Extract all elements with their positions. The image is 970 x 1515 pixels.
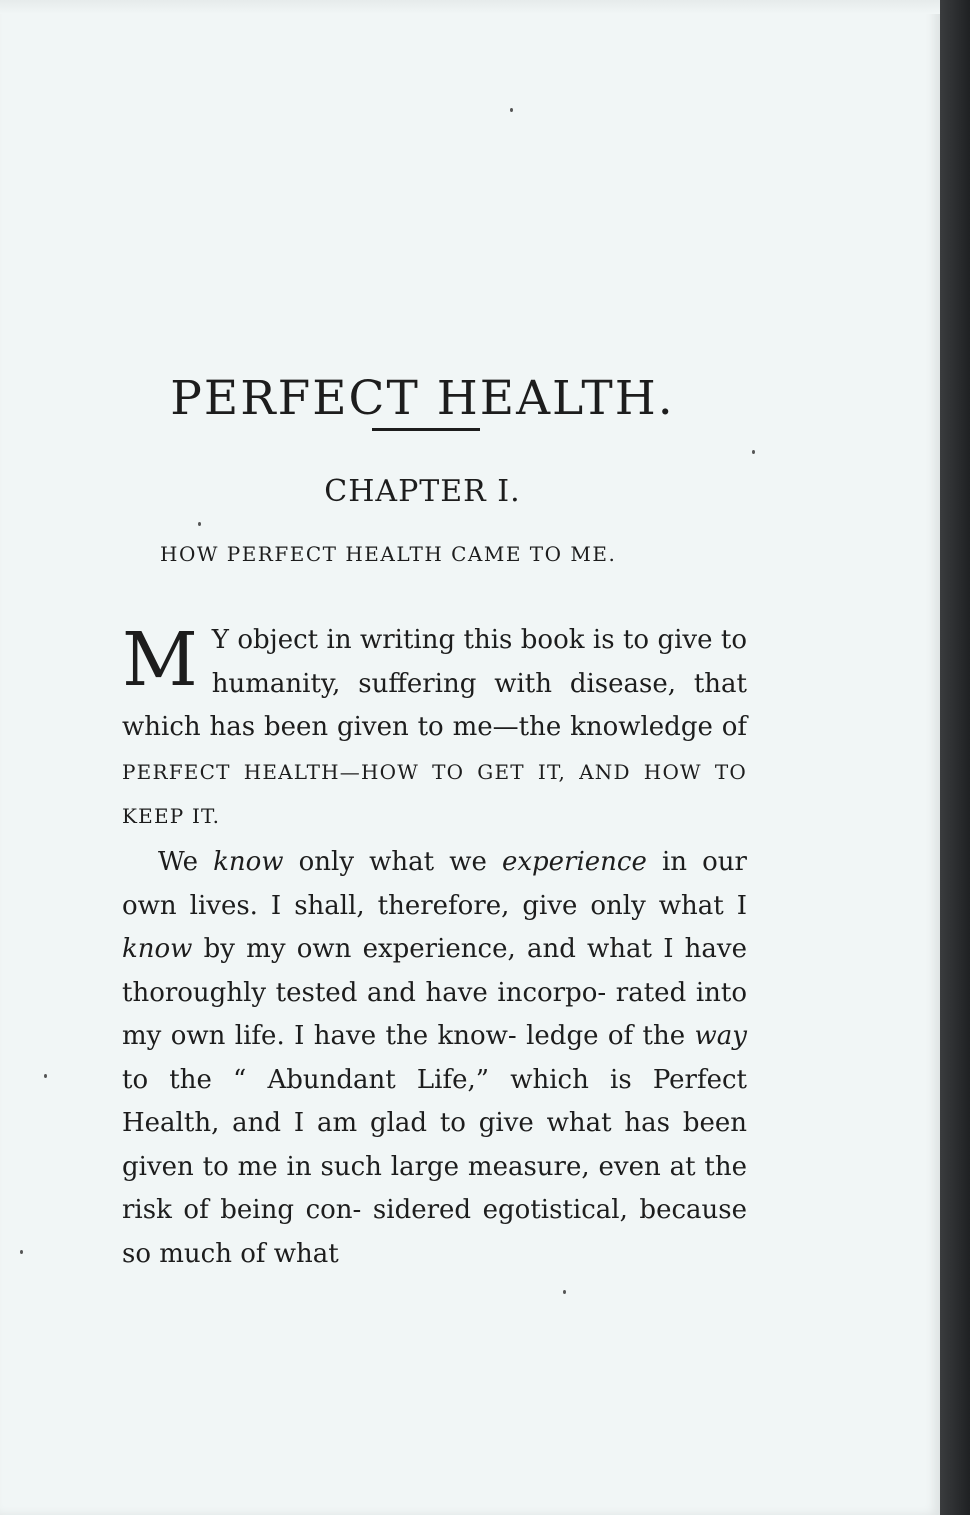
paragraph-2-text-4: by my own experience, and what I have thoroughly tested and have incorpo- rated into my own life. I have the know- ledge of the: [122, 934, 747, 1051]
paragraph-1-text: Y object in writing this book is to give to humanity, suffering with disease, that which has been given to me—the knowledge of: [122, 625, 747, 742]
drop-cap: M: [122, 617, 198, 703]
paper-fleck: [510, 108, 513, 112]
paragraph-1-smallcaps: PERFECT HEALTH—HOW TO GET IT, AND HOW TO KEEP IT.: [122, 759, 747, 828]
paper-fleck: [20, 1250, 23, 1254]
emphasis-know-2: know: [122, 934, 193, 964]
book-spine-edge: [940, 0, 970, 1515]
book-title: PERFECT HEALTH.: [170, 371, 675, 427]
chapter-heading: CHAPTER I.: [324, 474, 521, 509]
paper-fleck: [44, 1074, 47, 1078]
emphasis-know-1: know: [213, 847, 284, 877]
paper-fleck: [752, 450, 755, 454]
emphasis-way: way: [694, 1021, 747, 1051]
paragraph-2-text-2: only what we: [283, 847, 502, 877]
chapter-subtitle: HOW PERFECT HEALTH CAME TO ME.: [160, 542, 617, 566]
paragraph-2-text-5: to the “ Abundant Life,” which is Perfect Health, and I am glad to give what has been given to me in such large measure, even at the risk of being con- sidered egotistical, because so much of what: [122, 1064, 747, 1269]
paragraph-2-text-1: We: [158, 847, 214, 877]
emphasis-experience: experience: [501, 847, 647, 877]
paper-fleck: [198, 522, 201, 526]
title-rule: [372, 428, 480, 431]
paragraph-1: [122, 619, 747, 839]
paragraph-2: [122, 841, 747, 1276]
paper-fleck: [563, 1290, 566, 1294]
paragraph-2-text-3: in our own lives. I shall, therefore, give only what I: [122, 847, 747, 921]
page-top-edge: [0, 0, 940, 14]
